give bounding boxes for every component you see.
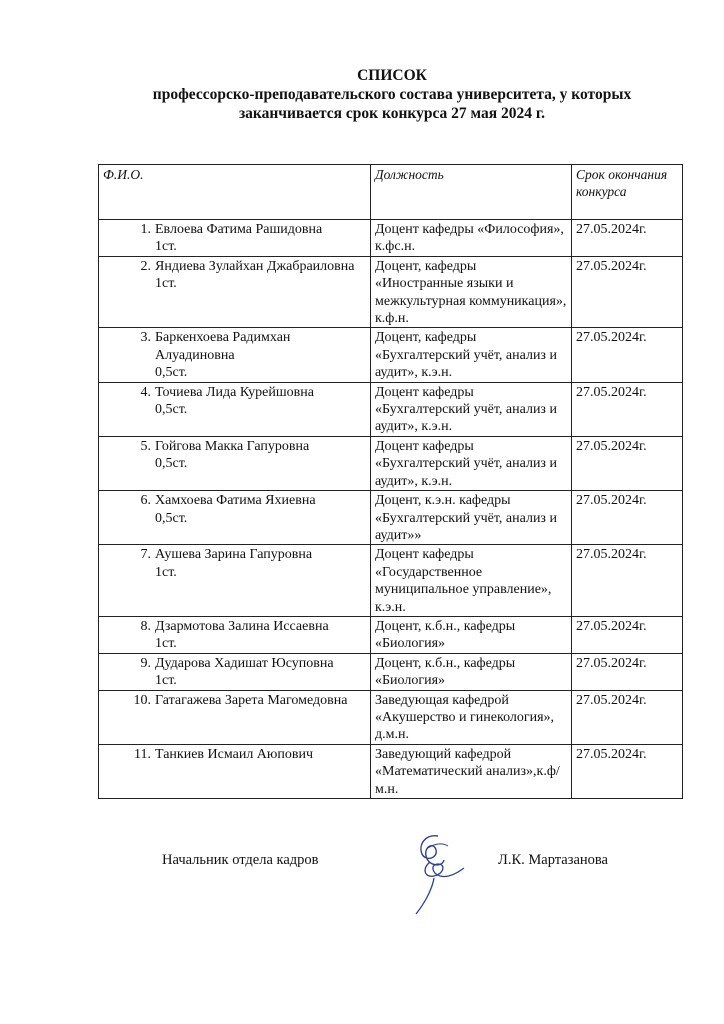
name-entry — [103, 329, 366, 364]
table-row — [99, 616, 683, 653]
name-entry — [103, 692, 366, 709]
table-row — [99, 690, 683, 744]
person-name: Баркенхоева Радимхан Алуадиновна — [155, 330, 291, 363]
table-row — [99, 545, 683, 617]
row-number: 1. — [140, 222, 151, 237]
row-number: 7. — [140, 547, 151, 563]
name-cell — [99, 382, 371, 436]
person-name: Танкиев Исмаил Аюпович — [155, 746, 314, 762]
name-cell — [99, 744, 371, 798]
name-entry — [103, 655, 366, 672]
table-row — [99, 744, 683, 798]
person-name: Евлоева Фатима Рашидовна — [155, 222, 323, 237]
person-name: Дударова Хадишат Юсуповна — [155, 655, 334, 671]
name-cell — [99, 220, 371, 257]
name-cell — [99, 491, 371, 545]
row-number: 9. — [140, 655, 151, 671]
column-header-name: Ф.И.О. — [99, 165, 371, 220]
name-cell — [99, 616, 371, 653]
document-subtitle-line-2: заканчивается срок конкурса 27 мая 2024 г. — [238, 105, 546, 122]
name-entry — [103, 746, 366, 763]
deadline-cell: 27.05.2024г. — [572, 491, 683, 545]
table-row — [99, 436, 683, 490]
staff-table — [98, 164, 683, 799]
position-cell: Доцент, к.б.н., кафедры «Биология» — [371, 653, 572, 690]
footer-role: Начальник отдела кадров — [162, 852, 319, 868]
position-cell: Доцент кафедры «Бухгалтерский учёт, анализ и аудит», к.э.н. — [371, 382, 572, 436]
position-cell: Заведующий кафедрой «Математический анализ»,к.ф/м.н. — [371, 744, 572, 798]
name-entry — [103, 221, 366, 238]
name-entry — [103, 618, 366, 635]
person-name: Хамхоева Фатима Яхиевна — [155, 493, 316, 509]
table-row — [99, 256, 683, 328]
table-header-row — [99, 165, 683, 220]
employment-rate: 1ст. — [155, 276, 177, 292]
name-cell — [99, 256, 371, 328]
name-entry — [103, 384, 366, 401]
deadline-cell: 27.05.2024г. — [572, 220, 683, 257]
name-cell — [99, 436, 371, 490]
row-number: 5. — [140, 438, 151, 454]
document-subtitle-line-1: профессорско-преподавательского состава университета, у которых — [152, 86, 632, 103]
employment-rate: 0,5ст. — [155, 402, 188, 418]
deadline-cell: 27.05.2024г. — [572, 545, 683, 617]
row-number: 6. — [140, 493, 151, 509]
name-cell — [99, 545, 371, 617]
deadline-cell: 27.05.2024г. — [572, 690, 683, 744]
person-name: Аушева Зарина Гапуровна — [155, 547, 313, 563]
document-heading — [100, 66, 684, 123]
deadline-cell: 27.05.2024г. — [572, 653, 683, 690]
deadline-cell: 27.05.2024г. — [572, 328, 683, 382]
deadline-cell: 27.05.2024г. — [572, 616, 683, 653]
position-cell: Доцент, к.б.н., кафедры «Биология» — [371, 616, 572, 653]
employment-rate: 1ст. — [155, 636, 177, 652]
person-name: Точиева Лида Курейшовна — [155, 384, 314, 400]
employment-rate: 1ст. — [155, 673, 177, 689]
name-entry — [103, 438, 366, 455]
handwritten-signature — [408, 828, 478, 920]
deadline-cell: 27.05.2024г. — [572, 382, 683, 436]
deadline-cell: 27.05.2024г. — [572, 436, 683, 490]
table-row — [99, 491, 683, 545]
table-row — [99, 328, 683, 382]
row-number: 4. — [140, 384, 151, 400]
employment-rate: 0,5ст. — [155, 456, 188, 472]
name-entry — [103, 546, 366, 563]
column-header-deadline: Срок окончания конкурса — [572, 165, 683, 220]
row-number: 11. — [134, 746, 151, 762]
employment-rate: 1ст. — [155, 564, 177, 580]
position-cell: Доцент, кафедры «Бухгалтерский учёт, анализ и аудит», к.э.н. — [371, 328, 572, 382]
footer-signatory: Л.К. Мартазанова — [498, 852, 608, 868]
name-entry — [103, 492, 366, 509]
position-cell: Доцент кафедры «Философия», к.фс.н. — [371, 220, 572, 257]
position-cell: Доцент, кафедры «Иностранные языки и межкультурная коммуникация», к.ф.н. — [371, 256, 572, 328]
position-cell: Доцент кафедры «Бухгалтерский учёт, анализ и аудит», к.э.н. — [371, 436, 572, 490]
person-name: Дзармотова Залина Иссаевна — [155, 618, 329, 634]
employment-rate: 0,5ст. — [155, 365, 188, 381]
position-cell: Доцент, к.э.н. кафедры «Бухгалтерский учёт, анализ и аудит»» — [371, 491, 572, 545]
table-row — [99, 382, 683, 436]
name-entry — [103, 258, 366, 275]
staff-table-body — [99, 220, 683, 799]
row-number: 8. — [140, 618, 151, 634]
row-number: 10. — [133, 692, 151, 708]
table-row — [99, 220, 683, 257]
employment-rate: 1ст. — [155, 239, 177, 255]
position-cell: Заведующая кафедрой «Акушерство и гинекология», д.м.н. — [371, 690, 572, 744]
row-number: 3. — [140, 330, 151, 346]
table-row — [99, 653, 683, 690]
position-cell: Доцент кафедры «Государственное муниципальное управление», к.э.н. — [371, 545, 572, 617]
name-cell — [99, 328, 371, 382]
column-header-position: Должность — [371, 165, 572, 220]
document-title: СПИСОК — [357, 67, 427, 84]
employment-rate: 0,5ст. — [155, 510, 188, 526]
person-name: Гойгова Макка Гапуровна — [155, 438, 310, 454]
name-cell — [99, 690, 371, 744]
name-cell — [99, 653, 371, 690]
row-number: 2. — [140, 258, 151, 274]
deadline-cell: 27.05.2024г. — [572, 744, 683, 798]
person-name: Яндиева Зулайхан Джабраиловна — [155, 258, 355, 274]
deadline-cell: 27.05.2024г. — [572, 256, 683, 328]
person-name: Гатагажева Зарета Магомедовна — [155, 692, 348, 708]
